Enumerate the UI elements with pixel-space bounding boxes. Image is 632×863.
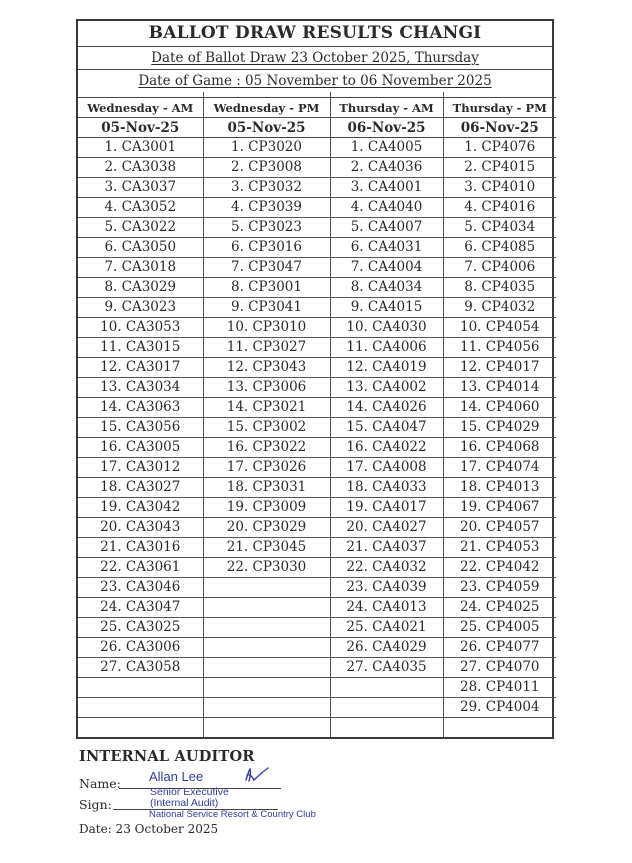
column-header-wednesday-pm: Wednesday - PM <box>203 98 330 118</box>
table-cell: 10. CP4054 <box>443 318 556 338</box>
column-header-thursday-pm: Thursday - PM <box>443 98 556 118</box>
sign-label: Sign: <box>79 797 112 812</box>
table-cell: 8. CP4035 <box>443 278 556 298</box>
table-cell: 12. CA3017 <box>78 358 203 378</box>
table-cell: 25. CA3025 <box>78 618 203 638</box>
table-cell: 9. CP3041 <box>203 298 330 318</box>
table-cell: 27. CA3058 <box>78 658 203 678</box>
table-cell: 16. CP4068 <box>443 438 556 458</box>
table-cell: 10. CP3010 <box>203 318 330 338</box>
table-cell: 8. CP3001 <box>203 278 330 298</box>
table-cell <box>203 698 330 718</box>
table-cell: 7. CP4006 <box>443 258 556 278</box>
auditor-name: Allan Lee <box>149 769 204 784</box>
table-cell: 21. CP4053 <box>443 538 556 558</box>
table-row <box>78 298 556 318</box>
table-cell: 24. CP4025 <box>443 598 556 618</box>
table-cell: 19. CA4017 <box>330 498 443 518</box>
document-title: BALLOT DRAW RESULTS CHANGI <box>78 21 552 47</box>
table-cell: 23. CP4059 <box>443 578 556 598</box>
table-row <box>78 278 556 298</box>
table-cell: 22. CA4032 <box>330 558 443 578</box>
table-row <box>78 478 556 498</box>
table-cell: 17. CA3012 <box>78 458 203 478</box>
table-row <box>78 418 556 438</box>
table-cell: 9. CA3023 <box>78 298 203 318</box>
table-cell: 15. CP3002 <box>203 418 330 438</box>
table-row <box>78 538 556 558</box>
table-cell: 25. CP4005 <box>443 618 556 638</box>
table-cell: 22. CP4042 <box>443 558 556 578</box>
table-cell: 3. CP3032 <box>203 178 330 198</box>
table-cell: 7. CA4004 <box>330 258 443 278</box>
table-cell <box>203 678 330 698</box>
game-date: Date of Game : 05 November to 06 November 2025 <box>138 73 492 89</box>
table-row <box>78 138 556 158</box>
stamp-organisation: National Service Resort & Country Club <box>149 809 316 820</box>
table-row <box>78 718 556 738</box>
table-cell: 13. CA3034 <box>78 378 203 398</box>
table-cell: 16. CP3022 <box>203 438 330 458</box>
table-row <box>78 198 556 218</box>
table-cell: 3. CA3037 <box>78 178 203 198</box>
table-cell: 20. CP4057 <box>443 518 556 538</box>
table-cell <box>443 718 556 738</box>
table-cell: 14. CP4060 <box>443 398 556 418</box>
table-cell: 13. CP3006 <box>203 378 330 398</box>
table-cell: 2. CP3008 <box>203 158 330 178</box>
table-cell: 19. CP4067 <box>443 498 556 518</box>
table-cell: 27. CP4070 <box>443 658 556 678</box>
table-cell: 1. CP3020 <box>203 138 330 158</box>
table-cell <box>203 578 330 598</box>
table-cell <box>78 718 203 738</box>
table-row <box>78 498 556 518</box>
table-cell: 9. CA4015 <box>330 298 443 318</box>
table-cell: 15. CP4029 <box>443 418 556 438</box>
table-row <box>78 518 556 538</box>
table-cell: 11. CA4006 <box>330 338 443 358</box>
table-cell: 13. CP4014 <box>443 378 556 398</box>
column-date-thursday-pm: 06-Nov-25 <box>443 118 556 138</box>
table-row <box>78 698 556 718</box>
table-cell: 24. CA4013 <box>330 598 443 618</box>
table-cell: 19. CA3042 <box>78 498 203 518</box>
table-cell: 20. CA4027 <box>330 518 443 538</box>
table-cell: 3. CA4001 <box>330 178 443 198</box>
table-cell: 6. CA3050 <box>78 238 203 258</box>
table-cell: 2. CP4015 <box>443 158 556 178</box>
table-cell: 6. CP4085 <box>443 238 556 258</box>
table-cell: 11. CA3015 <box>78 338 203 358</box>
table-row <box>78 598 556 618</box>
table-cell: 2. CA4036 <box>330 158 443 178</box>
table-cell: 21. CP3045 <box>203 538 330 558</box>
table-cell <box>78 698 203 718</box>
table-cell: 14. CP3021 <box>203 398 330 418</box>
table-row <box>78 438 556 458</box>
table-cell: 2. CA3038 <box>78 158 203 178</box>
table-cell: 15. CA3056 <box>78 418 203 438</box>
signature-icon <box>242 766 278 790</box>
ballot-draw-date-row <box>78 47 552 70</box>
table-cell: 5. CP3023 <box>203 218 330 238</box>
table-cell: 17. CP4074 <box>443 458 556 478</box>
table-cell <box>330 698 443 718</box>
table-cell: 4. CP4016 <box>443 198 556 218</box>
table-cell: 1. CA4005 <box>330 138 443 158</box>
table-cell: 7. CA3018 <box>78 258 203 278</box>
table-cell <box>203 598 330 618</box>
table-row <box>78 658 556 678</box>
table-cell <box>203 718 330 738</box>
table-row <box>78 638 556 658</box>
results-body <box>78 138 556 738</box>
table-cell: 9. CP4032 <box>443 298 556 318</box>
table-cell <box>203 638 330 658</box>
table-cell: 5. CP4034 <box>443 218 556 238</box>
table-cell: 23. CA4039 <box>330 578 443 598</box>
table-cell: 16. CA4022 <box>330 438 443 458</box>
table-cell: 18. CP4013 <box>443 478 556 498</box>
table-row <box>78 258 556 278</box>
name-label: Name: <box>79 776 121 791</box>
column-date-wednesday-pm: 05-Nov-25 <box>203 118 330 138</box>
table-cell: 20. CP3029 <box>203 518 330 538</box>
session-header-row <box>78 98 556 118</box>
table-row <box>78 318 556 338</box>
internal-auditor-block <box>79 748 379 765</box>
table-row <box>78 158 556 178</box>
table-cell: 12. CA4019 <box>330 358 443 378</box>
table-cell: 22. CP3030 <box>203 558 330 578</box>
table-cell: 1. CA3001 <box>78 138 203 158</box>
table-cell: 20. CA3043 <box>78 518 203 538</box>
table-row <box>78 238 556 258</box>
table-cell: 8. CA3029 <box>78 278 203 298</box>
table-cell: 18. CP3031 <box>203 478 330 498</box>
table-cell: 21. CA4037 <box>330 538 443 558</box>
table-cell: 24. CA3047 <box>78 598 203 618</box>
table-cell: 23. CA3046 <box>78 578 203 598</box>
table-cell: 18. CA3027 <box>78 478 203 498</box>
table-cell <box>330 718 443 738</box>
table-cell: 26. CA4029 <box>330 638 443 658</box>
table-row <box>78 398 556 418</box>
stamp-department: (Internal Audit) <box>150 797 219 809</box>
table-cell: 4. CA3052 <box>78 198 203 218</box>
table-cell: 10. CA3053 <box>78 318 203 338</box>
table-cell: 14. CA3063 <box>78 398 203 418</box>
auditor-heading: INTERNAL AUDITOR <box>79 748 255 765</box>
table-cell: 28. CP4011 <box>443 678 556 698</box>
audit-date: Date: 23 October 2025 <box>79 822 219 836</box>
table-cell: 1. CP4076 <box>443 138 556 158</box>
table-cell: 5. CA4007 <box>330 218 443 238</box>
table-cell: 19. CP3009 <box>203 498 330 518</box>
table-row <box>78 218 556 238</box>
table-cell: 11. CP3027 <box>203 338 330 358</box>
table-row <box>78 378 556 398</box>
game-date-row <box>78 70 552 92</box>
table-cell: 4. CP3039 <box>203 198 330 218</box>
table-row <box>78 678 556 698</box>
table-cell: 4. CA4040 <box>330 198 443 218</box>
table-row <box>78 578 556 598</box>
table-cell: 5. CA3022 <box>78 218 203 238</box>
date-header-row <box>78 118 556 138</box>
table-row <box>78 178 556 198</box>
ballot-results-sheet <box>76 19 554 739</box>
table-cell: 12. CP3043 <box>203 358 330 378</box>
column-date-thursday-am: 06-Nov-25 <box>330 118 443 138</box>
table-cell: 10. CA4030 <box>330 318 443 338</box>
stamp-title: Senior Executive <box>150 786 229 798</box>
table-row <box>78 558 556 578</box>
table-cell: 3. CP4010 <box>443 178 556 198</box>
table-row <box>78 358 556 378</box>
table-cell: 7. CP3047 <box>203 258 330 278</box>
table-row <box>78 618 556 638</box>
table-cell: 26. CP4077 <box>443 638 556 658</box>
table-cell: 6. CA4031 <box>330 238 443 258</box>
table-cell: 17. CA4008 <box>330 458 443 478</box>
table-cell: 11. CP4056 <box>443 338 556 358</box>
table-cell: 14. CA4026 <box>330 398 443 418</box>
table-cell: 16. CA3005 <box>78 438 203 458</box>
table-cell: 15. CA4047 <box>330 418 443 438</box>
table-cell: 18. CA4033 <box>330 478 443 498</box>
table-cell: 6. CP3016 <box>203 238 330 258</box>
table-cell <box>78 678 203 698</box>
ballot-results-table <box>78 92 556 737</box>
column-header-wednesday-am: Wednesday - AM <box>78 98 203 118</box>
table-cell: 22. CA3061 <box>78 558 203 578</box>
table-cell <box>203 658 330 678</box>
table-cell: 17. CP3026 <box>203 458 330 478</box>
table-cell <box>330 678 443 698</box>
column-date-wednesday-am: 05-Nov-25 <box>78 118 203 138</box>
table-cell: 29. CP4004 <box>443 698 556 718</box>
table-cell: 8. CA4034 <box>330 278 443 298</box>
table-row <box>78 458 556 478</box>
table-cell: 25. CA4021 <box>330 618 443 638</box>
column-header-thursday-am: Thursday - AM <box>330 98 443 118</box>
table-cell: 27. CA4035 <box>330 658 443 678</box>
table-cell: 13. CA4002 <box>330 378 443 398</box>
table-cell: 21. CA3016 <box>78 538 203 558</box>
table-cell <box>203 618 330 638</box>
ballot-draw-date: Date of Ballot Draw 23 October 2025, Thursday <box>151 50 479 66</box>
table-row <box>78 338 556 358</box>
table-cell: 26. CA3006 <box>78 638 203 658</box>
table-cell: 12. CP4017 <box>443 358 556 378</box>
